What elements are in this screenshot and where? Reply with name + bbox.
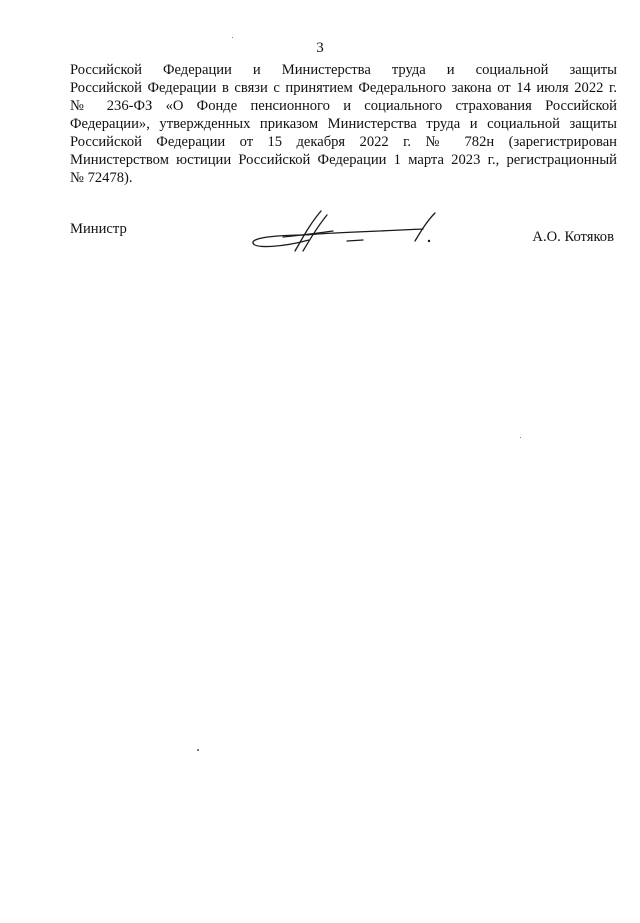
paragraph-line: Федерации», утвержденных приказом Министерства труда и социальной защиты (70, 116, 617, 132)
paragraph-line: № 72478). (70, 170, 133, 186)
handwritten-signature (243, 207, 443, 259)
paragraph-line: Российской Федерации от 15 декабря 2022 г. № 782н (зарегистрирован (70, 134, 617, 150)
paragraph-line: Российской Федерации в связи с принятием Федерального закона от 14 июля 2022 г. (70, 80, 617, 96)
page-number: 3 (316, 40, 324, 56)
signer-title: Министр (70, 221, 127, 237)
paragraph-line: Министерством юстиции Российской Федерации 1 марта 2023 г., регистрационный (70, 152, 617, 168)
scan-speck (197, 749, 199, 751)
scan-speck (232, 37, 233, 38)
paragraph-line: Российской Федерации и Министерства труда и социальной защиты (70, 62, 617, 78)
paragraph-line: № 236-ФЗ «О Фонде пенсионного и социального страхования Российской (70, 98, 617, 114)
scan-speck (520, 437, 521, 438)
signer-name: А.О. Котяков (532, 229, 614, 245)
